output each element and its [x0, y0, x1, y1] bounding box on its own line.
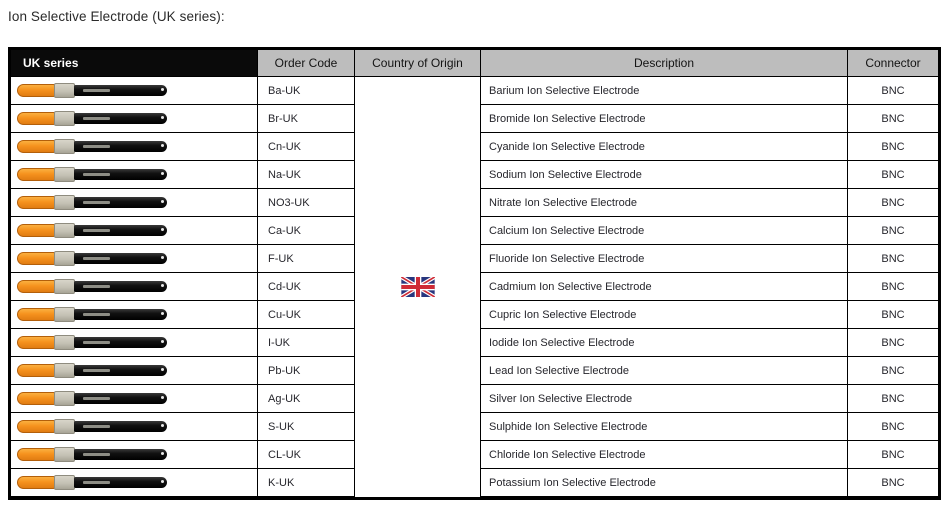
- electrode-collar: [54, 363, 75, 378]
- order-code-cell: NO3-UK: [258, 189, 355, 217]
- country-spacer-cell: [355, 133, 481, 161]
- country-spacer-cell: [355, 105, 481, 133]
- order-code-cell: K-UK: [258, 469, 355, 497]
- electrode-body-label: [83, 453, 110, 456]
- electrode-image-cell: [11, 105, 258, 133]
- electrode-image-cell: [11, 189, 258, 217]
- electrode-image-cell: [11, 133, 258, 161]
- country-spacer-cell: [355, 469, 481, 497]
- electrode-body: [74, 169, 167, 180]
- country-spacer-cell: [355, 189, 481, 217]
- electrode-image: [17, 390, 167, 407]
- description-cell: Bromide Ion Selective Electrode: [481, 105, 848, 133]
- connector-cell: BNC: [848, 189, 938, 217]
- electrode-image: [17, 138, 167, 155]
- electrode-collar: [54, 419, 75, 434]
- country-spacer-cell: [355, 441, 481, 469]
- electrode-image: [17, 278, 167, 295]
- order-code-cell: Pb-UK: [258, 357, 355, 385]
- table-row: [11, 329, 938, 357]
- table-row: [11, 105, 938, 133]
- electrode-collar: [54, 83, 75, 98]
- electrode-image-cell: [11, 357, 258, 385]
- table-row: [11, 77, 938, 105]
- electrode-cap: [17, 336, 55, 349]
- description-cell: Fluoride Ion Selective Electrode: [481, 245, 848, 273]
- connector-cell: BNC: [848, 105, 938, 133]
- electrode-cap: [17, 224, 55, 237]
- electrode-body: [74, 393, 167, 404]
- connector-cell: BNC: [848, 329, 938, 357]
- country-spacer-cell: [355, 245, 481, 273]
- electrode-image: [17, 418, 167, 435]
- electrode-body: [74, 113, 167, 124]
- electrode-collar: [54, 475, 75, 490]
- electrode-image-cell: [11, 273, 258, 301]
- electrode-collar: [54, 195, 75, 210]
- connector-cell: BNC: [848, 385, 938, 413]
- electrode-image-cell: [11, 441, 258, 469]
- table-row: [11, 357, 938, 385]
- electrode-collar: [54, 391, 75, 406]
- electrode-collar: [54, 223, 75, 238]
- electrode-image-cell: [11, 385, 258, 413]
- order-code-cell: F-UK: [258, 245, 355, 273]
- description-cell: Sodium Ion Selective Electrode: [481, 161, 848, 189]
- electrode-image: [17, 474, 167, 491]
- electrode-cap: [17, 196, 55, 209]
- connector-cell: BNC: [848, 245, 938, 273]
- electrode-image: [17, 110, 167, 127]
- electrode-body-label: [83, 117, 110, 120]
- description-cell: Cyanide Ion Selective Electrode: [481, 133, 848, 161]
- electrode-body: [74, 309, 167, 320]
- electrode-body-label: [83, 89, 110, 92]
- electrode-body-label: [83, 257, 110, 260]
- electrode-cap: [17, 476, 55, 489]
- electrode-image: [17, 222, 167, 239]
- order-code-cell: Ba-UK: [258, 77, 355, 105]
- connector-cell: BNC: [848, 161, 938, 189]
- electrode-image-cell: [11, 245, 258, 273]
- electrode-cap: [17, 420, 55, 433]
- electrode-cap: [17, 364, 55, 377]
- country-spacer-cell: [355, 217, 481, 245]
- description-cell: Lead Ion Selective Electrode: [481, 357, 848, 385]
- description-cell: Cadmium Ion Selective Electrode: [481, 273, 848, 301]
- electrode-cap: [17, 112, 55, 125]
- electrode-collar: [54, 447, 75, 462]
- table-row: [11, 273, 938, 301]
- description-cell: Chloride Ion Selective Electrode: [481, 441, 848, 469]
- electrode-body: [74, 141, 167, 152]
- electrode-body-label: [83, 397, 110, 400]
- country-spacer-cell: [355, 301, 481, 329]
- table-row: [11, 245, 938, 273]
- electrode-body-label: [83, 145, 110, 148]
- electrode-body: [74, 477, 167, 488]
- electrode-body-label: [83, 313, 110, 316]
- table-row: [11, 161, 938, 189]
- connector-cell: BNC: [848, 217, 938, 245]
- header-description: Description: [481, 50, 848, 77]
- order-code-cell: Br-UK: [258, 105, 355, 133]
- table-row: [11, 189, 938, 217]
- description-cell: Cupric Ion Selective Electrode: [481, 301, 848, 329]
- connector-cell: BNC: [848, 77, 938, 105]
- description-cell: Nitrate Ion Selective Electrode: [481, 189, 848, 217]
- description-cell: Barium Ion Selective Electrode: [481, 77, 848, 105]
- electrode-body-label: [83, 229, 110, 232]
- header-connector: Connector: [848, 50, 938, 77]
- electrode-image: [17, 362, 167, 379]
- order-code-cell: Cn-UK: [258, 133, 355, 161]
- header-uk-series: UK series: [11, 50, 258, 77]
- electrode-image: [17, 82, 167, 99]
- country-spacer-cell: [355, 413, 481, 441]
- electrode-image-cell: [11, 161, 258, 189]
- electrode-cap: [17, 168, 55, 181]
- country-spacer-cell: [355, 385, 481, 413]
- table-row: [11, 217, 938, 245]
- order-code-cell: I-UK: [258, 329, 355, 357]
- electrode-image: [17, 166, 167, 183]
- connector-cell: BNC: [848, 301, 938, 329]
- electrode-image-cell: [11, 301, 258, 329]
- electrode-cap: [17, 448, 55, 461]
- electrode-cap: [17, 252, 55, 265]
- table-row: [11, 301, 938, 329]
- description-cell: Potassium Ion Selective Electrode: [481, 469, 848, 497]
- electrode-image: [17, 446, 167, 463]
- order-code-cell: Cu-UK: [258, 301, 355, 329]
- electrode-body-label: [83, 481, 110, 484]
- electrode-body: [74, 197, 167, 208]
- table-row: [11, 385, 938, 413]
- table-row: [11, 133, 938, 161]
- electrode-body: [74, 365, 167, 376]
- electrode-image: [17, 250, 167, 267]
- order-code-cell: Ca-UK: [258, 217, 355, 245]
- electrode-collar: [54, 279, 75, 294]
- electrode-body: [74, 85, 167, 96]
- electrode-body-label: [83, 173, 110, 176]
- country-spacer-cell: [355, 161, 481, 189]
- electrode-cap: [17, 84, 55, 97]
- table-body: [11, 77, 938, 497]
- electrode-cap: [17, 280, 55, 293]
- order-code-cell: CL-UK: [258, 441, 355, 469]
- country-spacer-cell: [355, 357, 481, 385]
- table-row: [11, 441, 938, 469]
- electrode-image-cell: [11, 217, 258, 245]
- connector-cell: BNC: [848, 441, 938, 469]
- page-title: Ion Selective Electrode (UK series):: [8, 9, 225, 24]
- electrode-collar: [54, 307, 75, 322]
- electrode-image: [17, 194, 167, 211]
- connector-cell: BNC: [848, 273, 938, 301]
- connector-cell: BNC: [848, 357, 938, 385]
- header-order-code: Order Code: [258, 50, 355, 77]
- electrode-body-label: [83, 341, 110, 344]
- connector-cell: BNC: [848, 469, 938, 497]
- electrode-collar: [54, 167, 75, 182]
- electrode-collar: [54, 111, 75, 126]
- description-cell: Iodide Ion Selective Electrode: [481, 329, 848, 357]
- electrode-cap: [17, 392, 55, 405]
- table-header-row: [11, 50, 938, 77]
- country-spacer-cell: [355, 77, 481, 105]
- order-code-cell: S-UK: [258, 413, 355, 441]
- description-cell: Sulphide Ion Selective Electrode: [481, 413, 848, 441]
- electrode-table: [8, 47, 941, 500]
- connector-cell: BNC: [848, 133, 938, 161]
- header-country-of-origin: Country of Origin: [355, 50, 481, 77]
- description-cell: Calcium Ion Selective Electrode: [481, 217, 848, 245]
- electrode-body: [74, 225, 167, 236]
- electrode-collar: [54, 335, 75, 350]
- electrode-body: [74, 449, 167, 460]
- country-spacer-cell: [355, 329, 481, 357]
- electrode-body-label: [83, 425, 110, 428]
- electrode-collar: [54, 251, 75, 266]
- electrode-body-label: [83, 201, 110, 204]
- electrode-collar: [54, 139, 75, 154]
- electrode-body-label: [83, 285, 110, 288]
- electrode-image-cell: [11, 413, 258, 441]
- country-spacer-cell: [355, 273, 481, 301]
- electrode-cap: [17, 308, 55, 321]
- description-cell: Silver Ion Selective Electrode: [481, 385, 848, 413]
- electrode-body: [74, 337, 167, 348]
- table-row: [11, 413, 938, 441]
- connector-cell: BNC: [848, 413, 938, 441]
- electrode-image-cell: [11, 329, 258, 357]
- order-code-cell: Na-UK: [258, 161, 355, 189]
- electrode-cap: [17, 140, 55, 153]
- electrode-image-cell: [11, 77, 258, 105]
- order-code-cell: Cd-UK: [258, 273, 355, 301]
- table-row: [11, 469, 938, 497]
- electrode-body-label: [83, 369, 110, 372]
- electrode-image: [17, 306, 167, 323]
- electrode-body: [74, 421, 167, 432]
- electrode-body: [74, 281, 167, 292]
- electrode-image: [17, 334, 167, 351]
- order-code-cell: Ag-UK: [258, 385, 355, 413]
- electrode-body: [74, 253, 167, 264]
- electrode-image-cell: [11, 469, 258, 497]
